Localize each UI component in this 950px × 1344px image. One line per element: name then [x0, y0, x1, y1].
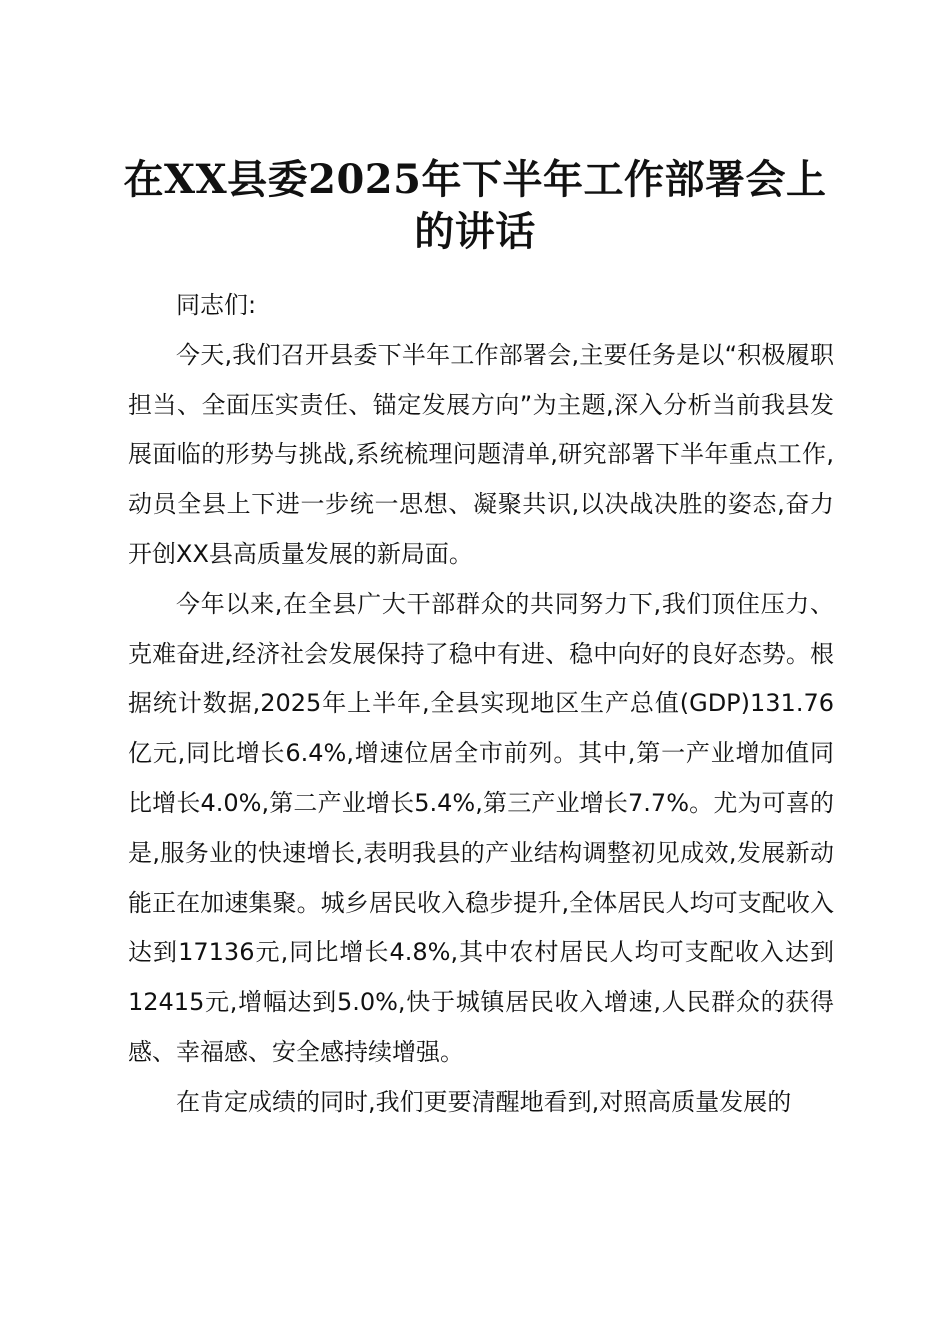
- document-body: [128, 281, 834, 1128]
- salutation: 同志们:: [176, 291, 257, 319]
- paragraph-challenges: 在肯定成绩的同时,我们更要清醒地看到,对照高质量发展的: [176, 1087, 792, 1116]
- paragraph-achievements: 今年以来,在全县广大干部群众的共同努力下,我们顶住压力、克难奋进,经济社会发展保持了稳中有进、稳中向好的良好态势。根据统计数据,2025年上半年,全县实现地区生产总值(GDP)131.76亿元,同比增长6.4%,增速位居全市前列。其中,第一产业增加值同比增长4.0%,第二产业增长5.4%,第三产业增长7.7%。尤为可喜的是,服务业的快速增长,表明我县的产业结构调整初见成效,发展新动能正在加速集聚。城乡居民收入稳步提升,全体居民人均可支配收入达到17136元,同比增长4.8%,其中农村居民人均可支配收入达到12415元,增幅达到5.0%,快于城镇居民收入增速,人民群众的获得感、幸福感、安全感持续增强。: [128, 589, 834, 1066]
- paragraph-intro: 今天,我们召开县委下半年工作部署会,主要任务是以“积极履职担当、全面压实责任、锚定发展方向”为主题,深入分析当前我县发展面临的形势与挑战,系统梳理问题清单,研究部署下半年重点工作,动员全县上下进一步统一思想、凝聚共识,以决战决胜的姿态,奋力开创XX县高质量发展的新局面。: [128, 340, 834, 568]
- document-title: 在XX县委2025年下半年工作部署会上的讲话: [123, 156, 827, 255]
